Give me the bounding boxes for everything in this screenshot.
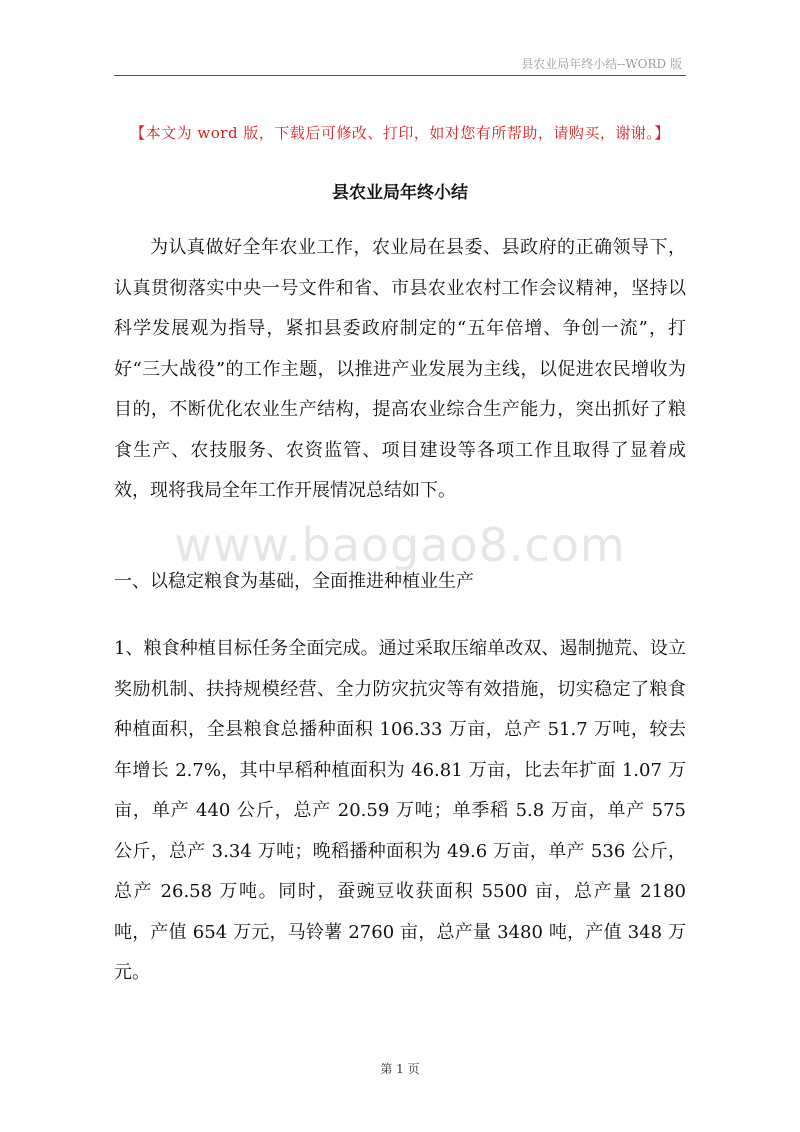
- page-number: 第 1 页: [380, 1062, 420, 1076]
- section-paragraph: 1、粮食种植目标任务全面完成。通过采取压缩单改双、遏制抛荒、设立奖励机制、扶持规模经营、全力防灾抗灾等有效措施，切实稳定了粮食种植面积，全县粮食总播种面积 106.33 万亩，总产 51.7 万吨，较去年增长 2.7%，其中早稻种植面积为 46.81 万亩，比去年扩面 1.07 万亩，单产 440 公斤，总产 20.59 万吨；单季稻 5.8 万亩，单产 575 公斤，总产 3.34 万吨；晚稻播种面积为 49.6 万亩，单产 536 公斤，总产 26.58 万吨。同时，蚕豌豆收获面积 5500 亩，总产量 2180 吨，产值 654 万元，马铃薯 2760 亩，总产量 3480 吨，产值 348 万元。: [114, 638, 686, 983]
- header-divider: [114, 75, 686, 76]
- section-heading: 一、以稳定粮食为基础，全面推进种植业生产: [114, 571, 474, 592]
- running-header: 县农业局年终小结--WORD 版: [521, 57, 682, 71]
- download-notice: 【本文为 word 版，下载后可修改、打印，如对您有所帮助，请购买，谢谢。】: [130, 124, 670, 142]
- watermark-text: www.baogao8.com: [174, 518, 626, 572]
- document-title: 县农业局年终小结: [332, 183, 468, 203]
- intro-paragraph: 为认真做好全年农业工作，农业局在县委、县政府的正确领导下，认真贯彻落实中央一号文件和省、市县农业农村工作会议精神，坚持以科学发展观为指导，紧扣县委政府制定的“五年倍增、争创一流”，打好“三大战役”的工作主题，以推进产业发展为主线，以促进农民增收为目的，不断优化农业生产结构，提高农业综合生产能力，突出抓好了粮食生产、农技服务、农资监管、项目建设等各项工作且取得了显着成效，现将我局全年工作开展情况总结如下。: [114, 237, 686, 501]
